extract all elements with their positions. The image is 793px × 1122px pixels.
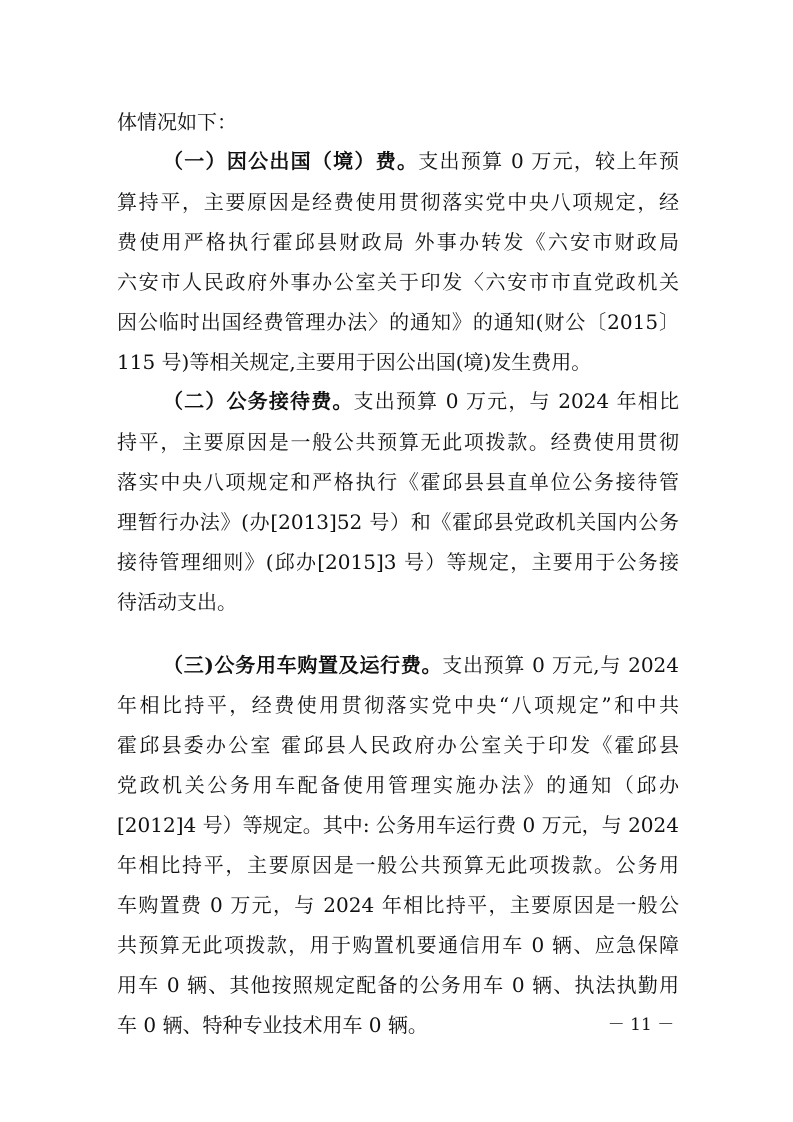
section-3-line-3: 霍邱县委办公室 霍邱县人民政府办公室关于印发《霍邱县 [117,733,679,757]
section-2-first-line [163,386,679,416]
section-2-line-1: 支出预算 0 万元，与 2024 年相比 [353,389,679,413]
section-3-line-6: 年相比持平，主要原因是一般公共预算无此项拨款。公务用 [117,853,679,877]
section-2-line-3: 落实中央八项规定和严格执行《霍邱县县直单位公务接待管 [117,470,679,494]
section-3-heading: （三)公务用车购置及运行费。 [163,653,443,677]
section-1-first-line [163,146,679,176]
section-1-line-1: 支出预算 0 万元，较上年预 [418,149,679,173]
section-3-line-5: [2012]4 号）等规定。其中: 公务用车运行费 0 万元，与 2024 [117,813,679,837]
page-number: － 11 － [607,1015,675,1035]
section-3-line-1: 支出预算 0 万元,与 2024 [442,653,679,677]
section-2-line-5: 接待管理细则》(邱办[2015]3 号）等规定，主要用于公务接 [117,550,679,574]
section-3-line-9: 用车 0 辆、其他按照规定配备的公务用车 0 辆、执法执勤用 [117,973,679,997]
section-1-line-4: 六安市人民政府外事办公室关于印发〈六安市市直党政机关 [117,270,679,294]
section-2-heading: （二）公务接待费。 [163,389,354,413]
section-3-line-10: 车 0 辆、特种专业技术用车 0 辆。 [117,1013,428,1037]
section-1-line-3: 费使用严格执行霍邱县财政局 外事办转发《六安市财政局 [117,230,679,254]
section-2-line-4: 理暂行办法》(办[2013]52 号）和《霍邱县党政机关国内公务 [117,510,679,534]
section-2-line-6: 待活动支出。 [117,590,237,614]
section-1-line-2: 算持平，主要原因是经费使用贯彻落实党中央八项规定，经 [117,190,679,214]
section-3-first-line [163,650,679,680]
section-3-line-4: 党政机关公务用车配备使用管理实施办法》的通知（邱办 [117,773,679,797]
section-1-line-5: 因公临时出国经费管理办法〉的通知》的通知(财公〔2015〕 [117,310,679,334]
section-3-line-7: 车购置费 0 万元，与 2024 年相比持平，主要原因是一般公 [117,893,679,917]
section-1-line-6: 115 号)等相关规定,主要用于因公出国(境)发生费用。 [117,350,592,374]
section-1-heading: （一）因公出国（境）费。 [163,149,419,173]
section-3-line-8: 共预算无此项拨款，用于购置机要通信用车 0 辆、应急保障 [117,933,679,957]
section-3-line-2: 年相比持平，经费使用贯彻落实党中央“八项规定”和中共 [117,693,679,717]
intro-text: 体情况如下： [117,110,237,134]
section-2-line-2: 持平，主要原因是一般公共预算无此项拨款。经费使用贯彻 [117,430,679,454]
